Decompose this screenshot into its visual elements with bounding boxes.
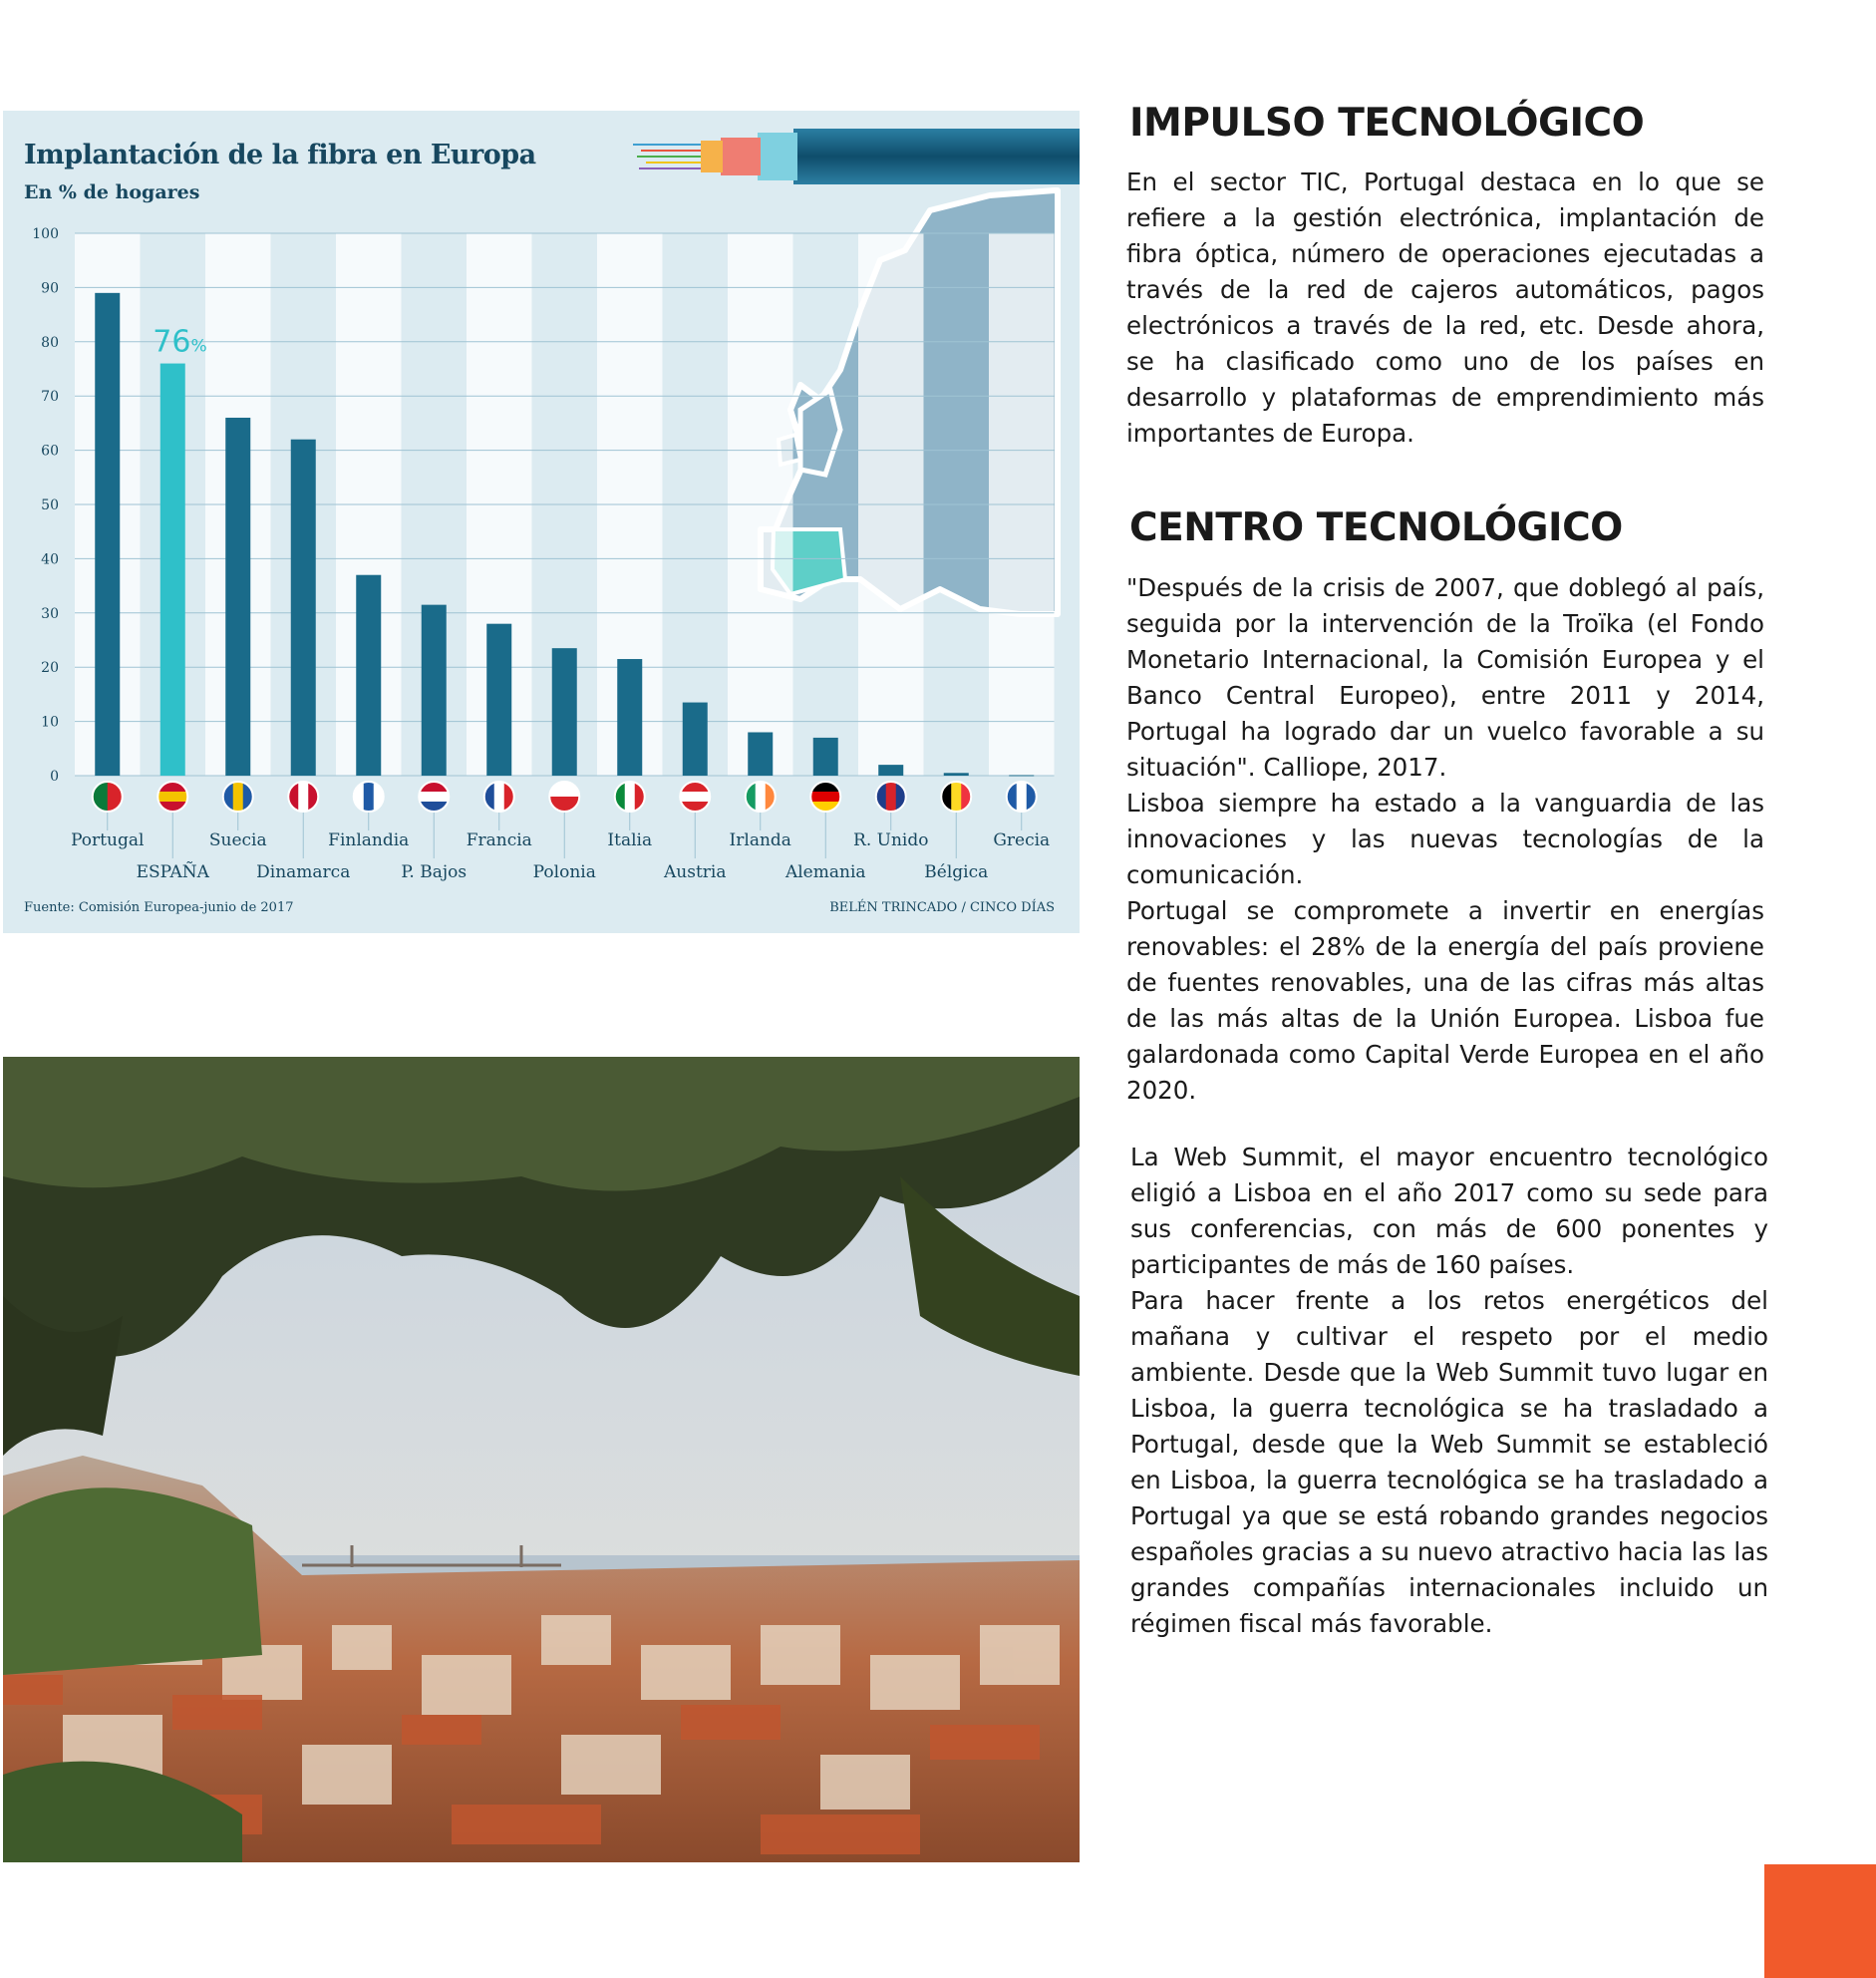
fiber-cable-illustration — [633, 129, 1080, 184]
flag-icon — [484, 782, 515, 830]
chart-subtitle: En % de hogares — [24, 181, 200, 203]
websummit-paragraph-1: La Web Summit, el mayor encuentro tecnológico eligió a Lisboa en el año 2017 como su sede para sus conferencias, con más de 600 ponentes y participantes de más de 160 países. — [1130, 1143, 1768, 1279]
impulso-heading: IMPULSO TECNOLÓGICO — [1129, 101, 1645, 146]
flag-icon — [157, 782, 187, 858]
photo-illustration — [3, 1057, 1080, 1862]
flag-icon — [223, 782, 254, 830]
y-axis — [32, 226, 59, 785]
x-axis-labels — [71, 830, 1050, 882]
centro-body — [1126, 570, 1764, 1109]
bar-españa — [160, 364, 185, 776]
highlight-unit: % — [190, 336, 207, 357]
chart-source: Fuente: Comisión Europea-junio de 2017 — [24, 900, 294, 915]
flag-icon — [1007, 782, 1038, 830]
flag-icon — [810, 782, 840, 858]
flag-icon — [354, 782, 385, 830]
chart-canvas — [3, 111, 1080, 933]
y-tick-label: 30 — [41, 605, 59, 622]
x-tick-label: Alemania — [784, 862, 866, 882]
x-tick-label: P. Bajos — [401, 862, 468, 882]
centro-paragraph-2: Lisboa siempre ha estado a la vanguardia de las innovaciones y las nuevas tecnologías de la comunicación. — [1126, 789, 1764, 889]
bar-alemania — [813, 738, 838, 776]
x-tick-label: Austria — [664, 862, 727, 882]
flag-icon — [746, 782, 777, 830]
flag-icon — [680, 782, 710, 858]
x-tick-label: Grecia — [993, 830, 1051, 850]
highlight-value-label — [153, 325, 206, 360]
flag-icon — [941, 782, 972, 858]
x-tick-label: Portugal — [71, 830, 145, 850]
fiber-chart — [3, 111, 1080, 933]
x-tick-label: Italia — [607, 830, 653, 850]
y-tick-label: 80 — [41, 334, 59, 351]
bar-finlandia — [356, 575, 381, 776]
bar-irlanda — [748, 732, 773, 776]
websummit-paragraph-2: Para hacer frente a los retos energéticos del mañana y cultivar el respeto por el medio ambiente. Desde que la Web Summit tuvo lugar en Lisboa, la guerra tecnológica se ha trasladado a Portugal, desde que la Web Summit se estableció en Lisboa, la guerra tecnológica se ha trasladado a Portugal ya que se está robando grandes negocios españoles gracias a su nuevo atractivo hacia las las grandes compañías internacionales incluido un régimen fiscal más favorable. — [1130, 1286, 1768, 1638]
x-tick-label: Irlanda — [729, 830, 791, 850]
y-tick-label: 90 — [41, 280, 59, 297]
bar-polonia — [552, 648, 577, 776]
x-tick-label: R. Unido — [853, 830, 929, 850]
accent-block — [1764, 1864, 1876, 1978]
websummit-body — [1130, 1140, 1768, 1642]
y-tick-label: 50 — [41, 497, 59, 513]
y-tick-label: 0 — [50, 769, 59, 785]
x-tick-label: Dinamarca — [256, 862, 351, 882]
y-tick-label: 10 — [41, 714, 59, 731]
y-tick-label: 100 — [32, 226, 59, 242]
x-tick-label: Francia — [466, 830, 532, 850]
impulso-body — [1126, 165, 1764, 452]
chart-credit: BELÉN TRINCADO / CINCO DÍAS — [829, 900, 1055, 915]
flag-icon — [615, 782, 646, 830]
x-tick-label: ESPAÑA — [136, 862, 209, 882]
x-tick-label: Finlandia — [328, 830, 410, 850]
x-tick-label: Bélgica — [924, 862, 989, 882]
y-tick-label: 20 — [41, 660, 59, 677]
bar-austria — [683, 703, 708, 776]
bar-p-bajos — [422, 605, 447, 776]
centro-paragraph-3: Portugal se compromete a invertir en energías renovables: el 28% de la energía del país proviene de fuentes renovables, una de las cifras más altas de las más altas de la Unión Europea. Lisboa fue galardonada como Capital Verde Europea en el año 2020. — [1126, 896, 1764, 1105]
bar-b-lgica — [944, 773, 969, 776]
y-tick-label: 40 — [41, 551, 59, 568]
y-tick-label: 60 — [41, 443, 59, 460]
chart-title: Implantación de la fibra en Europa — [24, 140, 536, 170]
bar-grecia — [1009, 775, 1034, 776]
bar-italia — [617, 659, 642, 776]
flag-icon — [288, 782, 319, 858]
highlight-value: 76 — [153, 324, 191, 360]
centro-paragraph-1: "Después de la crisis de 2007, que doblegó al país, seguida por la intervención de la Troïka (el Fondo Monetario Internacional, la Comisión Europea y el Banco Central Europeo), entre 2011 y 2014, Portugal ha logrado dar un vuelco favorable a su situación". Calliope, 2017. — [1126, 573, 1764, 782]
x-tick-label: Polonia — [532, 862, 596, 882]
bar-r-unido — [878, 765, 903, 776]
bar-dinamarca — [291, 440, 316, 776]
flag-icon — [419, 782, 449, 858]
centro-heading: CENTRO TECNOLÓGICO — [1129, 505, 1623, 550]
bar-francia — [486, 624, 511, 776]
impulso-paragraph: En el sector TIC, Portugal destaca en lo que se refiere a la gestión electrónica, implantación de fibra óptica, número de operaciones ejecutadas a través de la red de cajeros automáticos, pagos electrónicos a través de la red, etc. Desde ahora, se ha clasificado como uno de los países en desarrollo y plataformas de emprendimiento más importantes de Europa. — [1126, 167, 1764, 448]
bar-portugal — [95, 293, 120, 776]
flag-icon — [549, 782, 579, 858]
bar-suecia — [225, 418, 250, 776]
lisbon-cityscape-photo — [3, 1057, 1080, 1862]
flag-icon — [93, 782, 124, 830]
y-tick-label: 70 — [41, 389, 59, 406]
flag-icon — [876, 782, 907, 830]
x-tick-label: Suecia — [208, 830, 267, 850]
